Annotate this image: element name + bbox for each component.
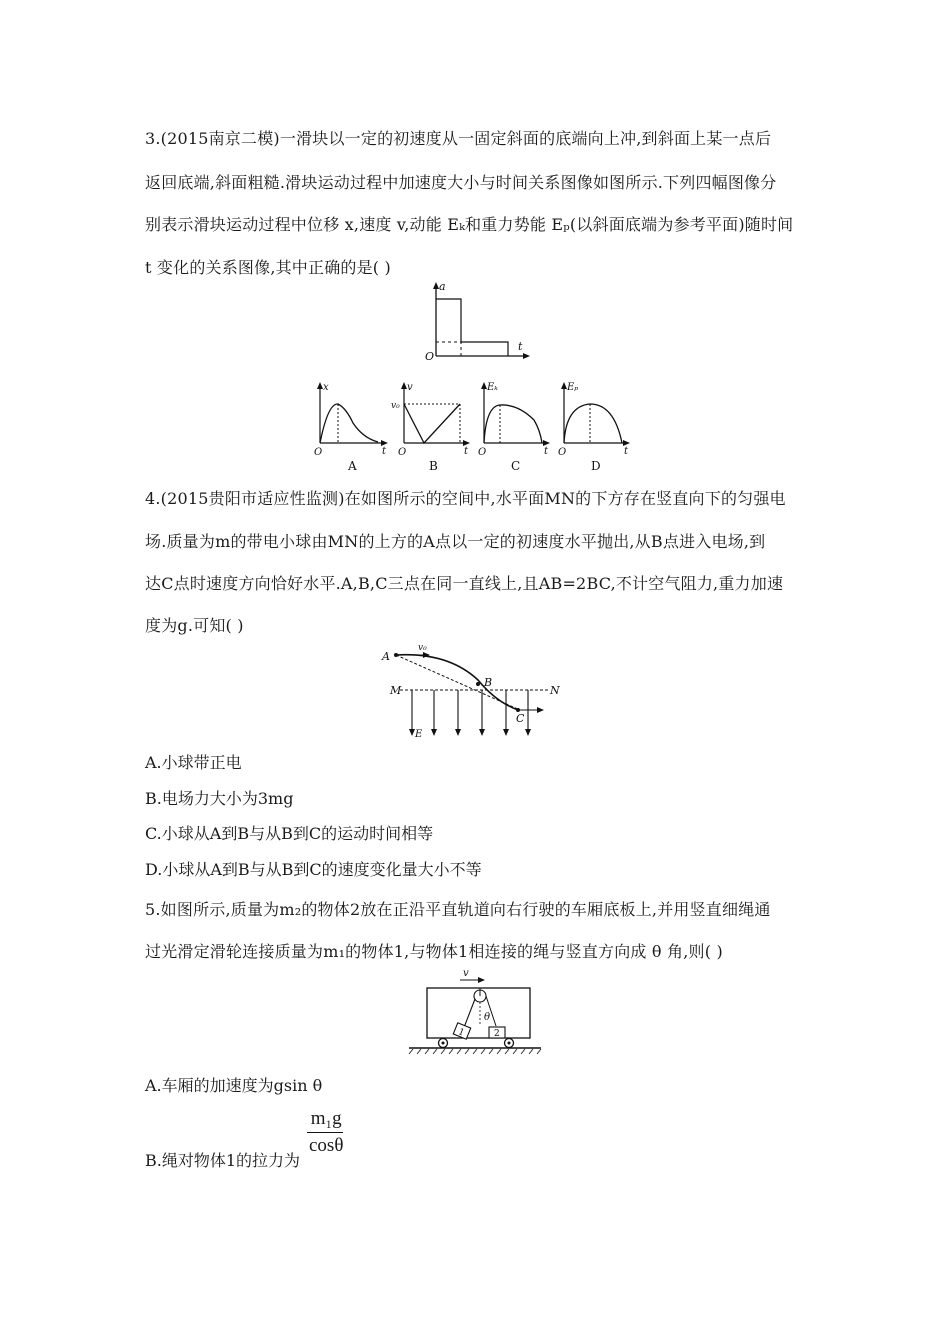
q4-label-a: A [382, 650, 390, 663]
q5-carriage-figure [405, 966, 545, 1056]
q3-graph-a-x-label: t [382, 446, 387, 457]
q4-choice-c: C.小球从A到B与从B到C的运动时间相等 [145, 824, 434, 843]
q3-option-graphs [308, 378, 648, 478]
q3-graph-a [314, 382, 388, 473]
q4-line-3: 达C点时速度方向恰好水平.A,B,C三点在同一直线上,且AB=2BC,不计空气阻力,重力加速 [145, 574, 784, 593]
q3-line-2: 返回底端,斜面粗糙.滑块运动过程中加速度大小与时间关系图像如图所示.下列四幅图像分 [145, 173, 777, 192]
q3-graph-c [478, 382, 550, 473]
q5-choice-a: A.车厢的加速度为gsin θ [145, 1076, 323, 1095]
q3-graph-b [391, 382, 470, 473]
q5-label-v: v [463, 968, 469, 979]
q4-label-n: N [550, 684, 560, 697]
q3-graph-d-origin: O [558, 447, 567, 458]
q4-line-2: 场.质量为m的带电小球由MN的上方的A点以一定的初速度水平抛出,从B点进入电场,到 [145, 532, 766, 551]
q3-graph-b-origin: O [398, 447, 407, 458]
q4-label-b: B [484, 676, 493, 689]
q3-graph-a-caption: A [348, 459, 357, 473]
q3-graph-b-v0: v₀ [391, 401, 400, 411]
q4-label-e: E [415, 729, 423, 740]
q3-graph-b-y-label: v [407, 382, 413, 393]
q3-line-1: 3.(2015南京二模)一滑块以一定的初速度从一固定斜面的底端向上冲,到斜面上某一点后 [145, 129, 772, 148]
q3-graph-c-x-label: t [544, 446, 549, 457]
q3-line-4: t 变化的关系图像,其中正确的是( ) [145, 258, 391, 277]
q4-label-c: C [516, 712, 525, 725]
q5-line-2: 过光滑定滑轮连接质量为m₁的物体1,与物体1相连接的绳与竖直方向成 θ 角,则( ) [145, 942, 723, 961]
q3-graph-d-caption: D [591, 459, 601, 473]
q5-block-2-label: 2 [494, 1029, 500, 1039]
q3-acceleration-time-graph [420, 280, 535, 365]
q3-graph-d [558, 382, 630, 473]
q3-graph-c-y-label: Eₖ [487, 382, 498, 393]
q5-fraction-numerator: m₁g [310, 1108, 342, 1129]
q4-line-4: 度为g.可知( ) [145, 616, 244, 635]
q3-graph-c-origin: O [478, 447, 487, 458]
q4-choice-b: B.电场力大小为3mg [145, 789, 294, 808]
q3-graph-c-caption: C [511, 459, 521, 473]
q3-graph-origin: O [425, 350, 435, 363]
q5-choice-b-prefix: B.绳对物体1的拉力为 [145, 1151, 301, 1170]
q5-block-1-label: 1 [456, 1027, 466, 1039]
q4-choice-a: A.小球带正电 [145, 753, 242, 772]
q3-graph-x-label: t [518, 340, 523, 353]
q3-graph-b-caption: B [429, 459, 438, 473]
q5-label-theta: θ [484, 1012, 491, 1023]
q4-label-m: M [390, 684, 402, 697]
q3-graph-a-y-label: x [323, 382, 329, 393]
q4-line-1: 4.(2015贵阳市适应性监测)在如图所示的空间中,水平面MN的下方存在竖直向下的匀强电 [145, 489, 786, 508]
q3-graph-b-x-label: t [464, 446, 469, 457]
q3-graph-d-y-label: Eₚ [567, 382, 579, 393]
q3-graph-a-origin: O [314, 447, 323, 458]
q5-fraction-denominator: cosθ [309, 1135, 344, 1156]
q5-choice-b-fraction [307, 1108, 345, 1159]
q3-line-3: 别表示滑块运动过程中位移 x,速度 v,动能 Eₖ和重力势能 Eₚ(以斜面底端为参考平面)随时间 [145, 215, 794, 234]
q3-graph-d-x-label: t [624, 446, 629, 457]
q4-choice-d: D.小球从A到B与从B到C的速度变化量大小不等 [145, 860, 482, 879]
q4-electric-field-figure [378, 640, 568, 745]
q3-graph-y-label: a [439, 280, 446, 293]
q4-label-v0: v₀ [418, 643, 427, 653]
q5-line-1: 5.如图所示,质量为m₂的物体2放在正沿平直轨道向右行驶的车厢底板上,并用竖直细绳通 [145, 900, 771, 919]
